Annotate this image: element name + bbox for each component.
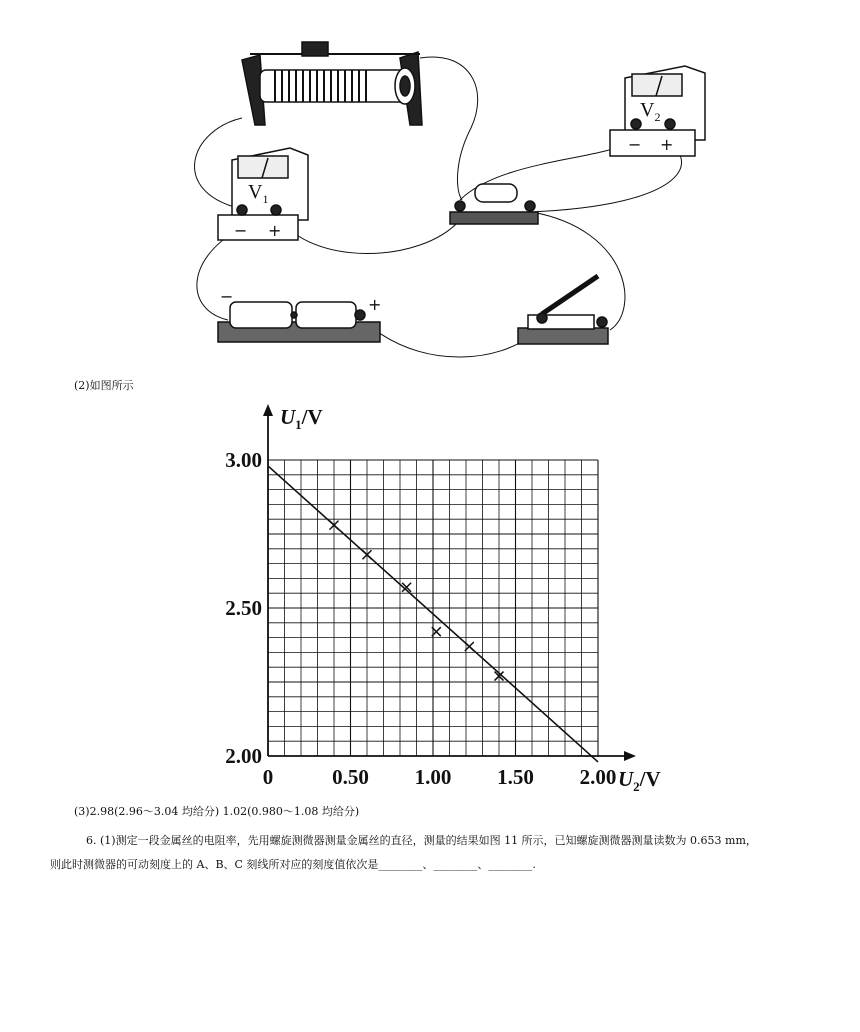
- resistor: [450, 184, 538, 224]
- wire-rheostat-right: [420, 57, 478, 200]
- question-6-line-1: 6. (1)测定一段金属丝的电阻率，先用螺旋测微器测量金属丝的直径，测量的结果如图 11 所示，已知螺旋测微器测量读数为 0.653 mm，: [86, 834, 757, 847]
- y-axis-label: $U_1/V$: [280, 405, 323, 432]
- x-tick-label: 1.00: [414, 765, 452, 789]
- v1-plus: +: [268, 221, 282, 240]
- wire-v1-resistor: [280, 218, 460, 254]
- v2-label: $V_2$: [640, 99, 661, 124]
- rheostat: [242, 42, 422, 125]
- caption-2: (2)如图所示: [74, 379, 134, 392]
- question-6-line-2: 则此时测微器的可动刻度上的 A、B、C 刻线所对应的刻度值依次是________、________、________.: [50, 858, 536, 871]
- y-tick-label: 3.00: [225, 448, 262, 472]
- u1-u2-chart: [200, 398, 680, 798]
- x-tick-label: 0.50: [332, 765, 369, 789]
- y-axis-arrow: [263, 404, 273, 416]
- v2-plus: +: [660, 135, 674, 154]
- x-axis-label: $U_2/V$: [618, 767, 661, 794]
- x-axis-arrow: [624, 751, 636, 761]
- x-tick-label: 1.50: [497, 765, 534, 789]
- y-tick-label: 2.50: [225, 596, 262, 620]
- y-tick-label: 2.00: [225, 744, 262, 768]
- x-tick-label: 2.00: [579, 765, 617, 789]
- battery-plus: +: [368, 295, 382, 314]
- v1-minus: −: [234, 221, 248, 240]
- battery: [218, 302, 380, 342]
- battery-minus: −: [220, 287, 234, 306]
- v2-minus: −: [628, 135, 642, 154]
- x-tick-label: 0: [262, 765, 274, 789]
- answer-3: (3)2.98(2.96～3.04 均给分) 1.02(0.980～1.08 均给分): [74, 805, 360, 818]
- chart-grid: [268, 460, 598, 756]
- wire-battery-switch: [375, 330, 530, 357]
- switch: [518, 276, 608, 344]
- v1-label: $V_1$: [248, 181, 269, 206]
- circuit-diagram: [170, 30, 730, 370]
